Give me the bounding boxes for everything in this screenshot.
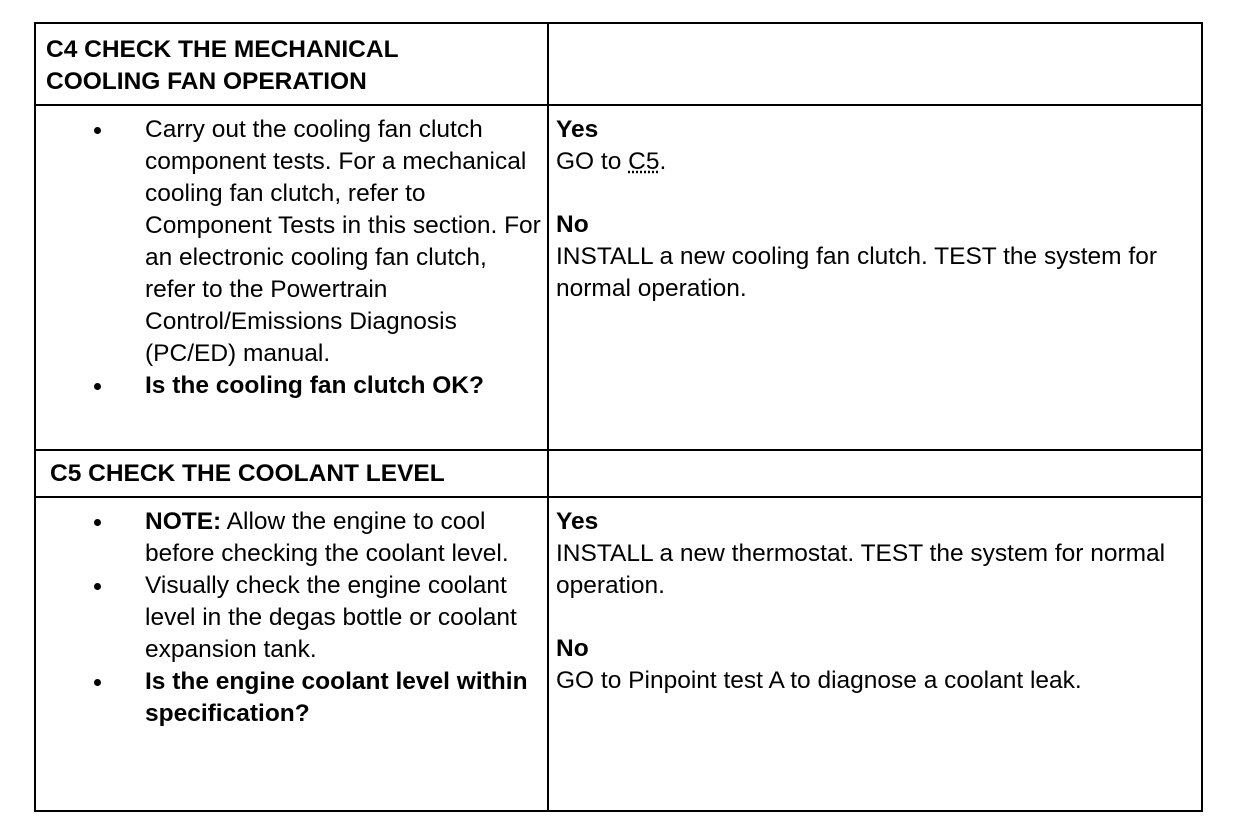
action-question: Is the engine coolant level within specification? (145, 668, 528, 727)
step-c4-results (549, 106, 1201, 305)
step-c4-results-cell (548, 105, 1202, 450)
step-c5-action-list (36, 498, 547, 730)
yes-label: Yes (556, 116, 599, 143)
list-item (36, 370, 541, 402)
step-c4-body-row (35, 105, 1202, 450)
action-text: Carry out the cooling fan clutch component tests. For a mechanical cooling fan clutch, refer to Component Tests in this section. For an electronic cooling fan clutch, refer to the Powertrain Control/Emissions Diagnosis (PC/ED) manual. (145, 116, 541, 367)
note-text: Allow the engine to cool before checking the coolant level. (145, 508, 509, 567)
no-result: INSTALL a new cooling fan clutch. TEST the system for normal operation. (556, 243, 1157, 302)
step-c4-heading-empty-cell (548, 23, 1202, 105)
step-c5-heading-empty-cell (548, 450, 1202, 497)
action-text: Visually check the engine coolant level in the degas bottle or coolant expansion tank. (145, 572, 517, 663)
step-c4-heading-line1: C4 CHECK THE MECHANICAL (46, 36, 399, 63)
yes-result-suffix: . (659, 148, 667, 175)
list-item (36, 570, 541, 666)
step-c5-heading: C5 CHECK THE COOLANT LEVEL (50, 460, 445, 487)
bullet-icon (94, 383, 101, 390)
step-c4-heading-line2: COOLING FAN OPERATION (46, 68, 367, 95)
note-prefix: NOTE: (145, 508, 222, 535)
no-result: GO to Pinpoint test A to diagnose a coolant leak. (556, 667, 1082, 694)
action-question: Is the cooling fan clutch OK? (145, 372, 484, 399)
bullet-icon (94, 519, 101, 526)
step-c5-results (549, 498, 1201, 697)
bullet-icon (94, 583, 101, 590)
step-c4-heading (36, 24, 547, 104)
yes-result-prefix: GO to (556, 148, 629, 175)
list-item (36, 506, 541, 570)
step-c4-actions-cell (35, 105, 548, 450)
step-c5-results-cell (548, 497, 1202, 811)
yes-result: INSTALL a new thermostat. TEST the system for normal operation. (556, 540, 1166, 599)
diagnostic-table (34, 22, 1203, 812)
step-c5-body-row (35, 497, 1202, 811)
bullet-icon (94, 679, 101, 686)
list-item (36, 666, 541, 730)
step-c5-heading-row (35, 450, 1202, 497)
goto-c5-link[interactable]: C5 (628, 148, 660, 175)
no-label: No (556, 635, 589, 662)
spacer (556, 602, 1195, 633)
step-c4-heading-cell (35, 23, 548, 105)
step-c5-actions-cell (35, 497, 548, 811)
list-item (36, 114, 541, 370)
no-label: No (556, 211, 589, 238)
yes-label: Yes (556, 508, 599, 535)
step-c4-action-list (36, 106, 547, 402)
step-c4-heading-row (35, 23, 1202, 105)
spacer (556, 178, 1195, 209)
bullet-icon (94, 127, 101, 134)
yes-result (556, 146, 1195, 178)
step-c5-heading-cell (35, 450, 548, 497)
